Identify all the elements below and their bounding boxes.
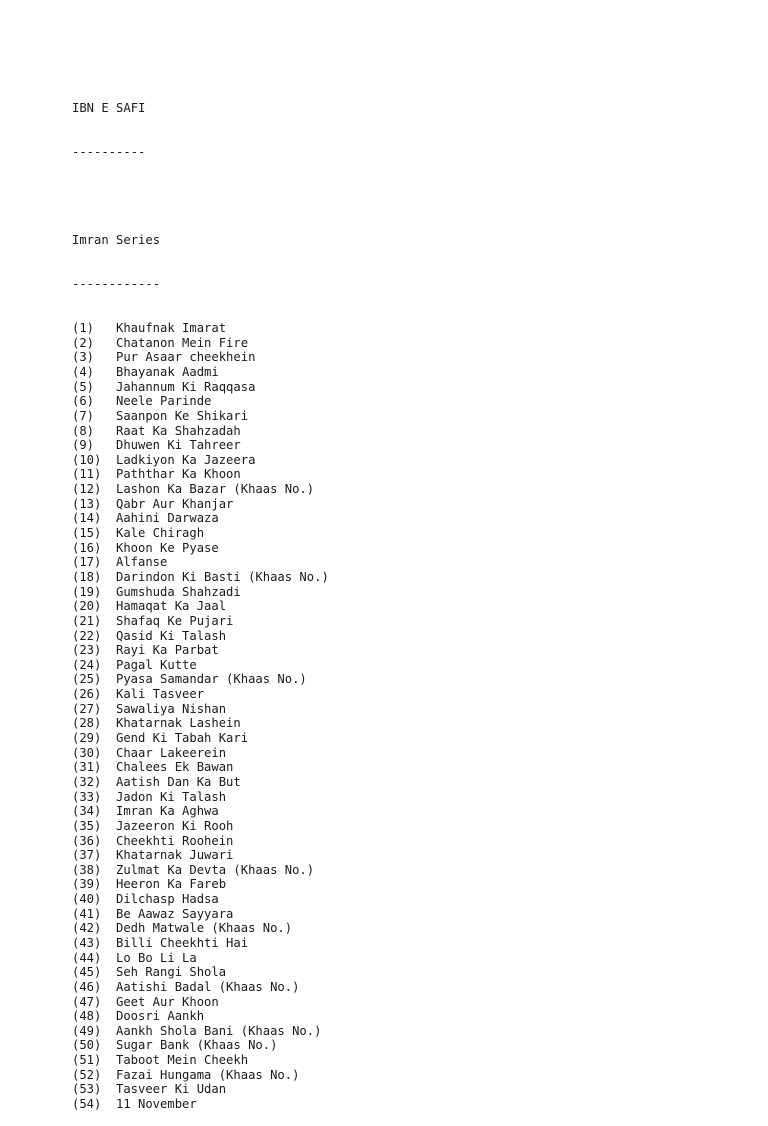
list-item-title: Neele Parinde	[116, 394, 212, 409]
list-item-title: Jahannum Ki Raqqasa	[116, 379, 256, 394]
list-item-title: Chatanon Mein Fire	[116, 335, 249, 350]
list-item-number: (5)	[72, 379, 95, 394]
list-item-title: Be Aawaz Sayyara	[116, 906, 234, 921]
list-item	[72, 541, 329, 556]
list-item	[72, 1053, 329, 1068]
author-underline: ----------	[72, 145, 146, 160]
list-item-title: Seh Rangi Shola	[116, 965, 227, 980]
list-item-title: Ladkiyon Ka Jazeera	[116, 452, 256, 467]
list-item-number: (44)	[72, 950, 102, 965]
list-item-number: (40)	[72, 892, 102, 907]
list-item	[72, 687, 329, 702]
list-item-number: (4)	[72, 365, 95, 379]
document-page	[72, 72, 329, 1126]
list-item	[72, 614, 329, 629]
list-item-number: (39)	[72, 877, 102, 892]
list-item	[72, 995, 329, 1010]
list-item-title: Lashon Ka Bazar (Khaas No.)	[116, 482, 315, 497]
list-item-number: (52)	[72, 1067, 102, 1082]
list-item-title: Jazeeron Ki Rooh	[116, 818, 234, 833]
list-item-title: Imran Ka Aghwa	[116, 804, 219, 819]
list-item	[72, 570, 329, 585]
list-item	[72, 599, 329, 614]
list-item-number: (30)	[72, 745, 102, 760]
list-item-number: (11)	[72, 467, 102, 482]
list-item-title: Raat Ka Shahzadah	[116, 423, 241, 438]
list-item	[72, 804, 329, 819]
list-item	[72, 775, 329, 790]
list-item-number: (46)	[72, 979, 102, 994]
list-item	[72, 409, 329, 424]
list-item-title: Taboot Mein Cheekh	[116, 1053, 249, 1068]
list-item-title: Paththar Ka Khoon	[116, 467, 241, 482]
list-item-title: Dilchasp Hadsa	[116, 892, 219, 907]
list-item-number: (27)	[72, 701, 102, 716]
list-item	[72, 921, 329, 936]
list-item-number: (3)	[72, 350, 95, 365]
list-item	[72, 746, 329, 761]
list-item-title: Jadon Ki Talash	[116, 789, 227, 804]
list-item	[72, 1009, 329, 1024]
list-item	[72, 1038, 329, 1053]
list-item-number: (20)	[72, 599, 102, 614]
list-item-number: (48)	[72, 1009, 102, 1024]
list-item	[72, 336, 329, 351]
list-item-number: (31)	[72, 760, 102, 775]
list-item-number: (47)	[72, 994, 102, 1009]
list-item	[72, 1097, 329, 1112]
list-item	[72, 643, 329, 658]
list-item-number: (9)	[72, 438, 95, 453]
list-item-title: Pagal Kutte	[116, 657, 197, 672]
list-item-number: (34)	[72, 804, 102, 819]
list-item-title: Gend Ki Tabah Kari	[116, 731, 249, 746]
list-item	[72, 380, 329, 395]
list-item	[72, 1068, 329, 1083]
list-item-title: Shafaq Ke Pujari	[116, 613, 234, 628]
series-heading: Imran Series	[72, 233, 161, 248]
list-item-number: (15)	[72, 526, 102, 541]
list-item-number: (12)	[72, 482, 102, 497]
list-item-title: Aatishi Badal (Khaas No.)	[116, 979, 300, 994]
list-item-title: Qabr Aur Khanjar	[116, 496, 234, 511]
list-item-title: Bhayanak Aadmi	[116, 365, 219, 379]
list-item-number: (25)	[72, 672, 102, 687]
list-item	[72, 672, 329, 687]
list-item	[72, 1024, 329, 1039]
series-underline: ------------	[72, 277, 161, 292]
list-item-number: (19)	[72, 584, 102, 599]
list-item-title: Billi Cheekhti Hai	[116, 935, 249, 950]
list-item-number: (42)	[72, 921, 102, 936]
list-item-number: (10)	[72, 452, 102, 467]
list-item	[72, 467, 329, 482]
list-item-number: (7)	[72, 408, 95, 423]
list-item	[72, 585, 329, 600]
list-item	[72, 497, 329, 512]
list-item-title: Dedh Matwale (Khaas No.)	[116, 921, 293, 936]
list-item-number: (41)	[72, 906, 102, 921]
list-item-title: Qasid Ki Talash	[116, 628, 227, 643]
list-item-number: (32)	[72, 774, 102, 789]
list-item	[72, 555, 329, 570]
list-item-title: Chalees Ek Bawan	[116, 760, 234, 775]
list-item-number: (16)	[72, 540, 102, 555]
list-item-number: (24)	[72, 657, 102, 672]
blank-line	[72, 189, 329, 204]
list-item-title: Aankh Shola Bani (Khaas No.)	[116, 1023, 322, 1038]
list-item	[72, 907, 329, 922]
list-item-title: Kali Tasveer	[116, 687, 205, 702]
list-item-title: Darindon Ki Basti (Khaas No.)	[116, 569, 329, 584]
list-item-title: Rayi Ka Parbat	[116, 643, 219, 658]
list-item-title: Khatarnak Juwari	[116, 848, 234, 863]
list-item-title: Tasveer Ki Udan	[116, 1082, 227, 1097]
list-item-number: (37)	[72, 848, 102, 863]
list-item-title: Sawaliya Nishan	[116, 701, 227, 716]
list-item	[72, 424, 329, 439]
list-item	[72, 834, 329, 849]
list-item-number: (13)	[72, 496, 102, 511]
list-item-title: Doosri Aankh	[116, 1009, 205, 1024]
list-item	[72, 760, 329, 775]
list-item-number: (49)	[72, 1023, 102, 1038]
list-item	[72, 951, 329, 966]
list-item	[72, 511, 329, 526]
list-item-number: (38)	[72, 862, 102, 877]
list-item-title: Fazai Hungama (Khaas No.)	[116, 1067, 300, 1082]
list-item-number: (54)	[72, 1097, 102, 1112]
list-item	[72, 394, 329, 409]
list-item-title: Aatish Dan Ka But	[116, 774, 241, 789]
list-item	[72, 365, 329, 380]
list-item-title: Khoon Ke Pyase	[116, 540, 219, 555]
list-item-title: Hamaqat Ka Jaal	[116, 599, 227, 614]
list-item-title: Kale Chiragh	[116, 526, 205, 541]
list-item	[72, 980, 329, 995]
list-item-number: (33)	[72, 789, 102, 804]
list-item	[72, 658, 329, 673]
list-item-number: (50)	[72, 1038, 102, 1053]
list-item	[72, 1082, 329, 1097]
list-item-number: (14)	[72, 511, 102, 526]
list-item-number: (29)	[72, 731, 102, 746]
list-item-title: Heeron Ka Fareb	[116, 877, 227, 892]
list-item	[72, 482, 329, 497]
list-item-number: (23)	[72, 643, 102, 658]
list-item	[72, 936, 329, 951]
list-item-number: (43)	[72, 935, 102, 950]
list-item-title: Khaufnak Imarat	[116, 321, 227, 336]
list-item-title: Saanpon Ke Shikari	[116, 408, 249, 423]
list-item-title: Alfanse	[116, 555, 168, 570]
list-item-number: (53)	[72, 1082, 102, 1097]
list-item-title: Khatarnak Lashein	[116, 716, 241, 731]
list-item-title: Zulmat Ka Devta (Khaas No.)	[116, 862, 315, 877]
list-item-number: (36)	[72, 833, 102, 848]
list-item-number: (1)	[72, 321, 95, 336]
list-item-title: Lo Bo Li La	[116, 950, 197, 965]
list-item-number: (17)	[72, 555, 102, 570]
list-item-title: Cheekhti Roohein	[116, 833, 234, 848]
list-item	[72, 716, 329, 731]
list-item-number: (8)	[72, 423, 95, 438]
list-item-title: 11 November	[116, 1097, 197, 1112]
list-item-number: (21)	[72, 613, 102, 628]
list-item	[72, 819, 329, 834]
list-item-title: Chaar Lakeerein	[116, 745, 227, 760]
list-item-title: Pyasa Samandar (Khaas No.)	[116, 672, 307, 687]
list-item-number: (26)	[72, 687, 102, 702]
list-item-title: Pur Asaar cheekhein	[116, 350, 256, 365]
list-item-number: (18)	[72, 569, 102, 584]
list-item	[72, 629, 329, 644]
list-item	[72, 731, 329, 746]
list-item-title: Dhuwen Ki Tahreer	[116, 438, 241, 453]
list-item	[72, 892, 329, 907]
list-item-number: (6)	[72, 394, 95, 409]
list-item	[72, 863, 329, 878]
list-item-number: (28)	[72, 716, 102, 731]
list-item	[72, 453, 329, 468]
list-item	[72, 321, 329, 336]
list-item-number: (45)	[72, 965, 102, 980]
list-item	[72, 790, 329, 805]
list-item-title: Geet Aur Khoon	[116, 994, 219, 1009]
list-item	[72, 965, 329, 980]
list-item-title: Gumshuda Shahzadi	[116, 584, 241, 599]
author-heading: IBN E SAFI	[72, 101, 146, 116]
entry-list	[72, 321, 329, 1112]
list-item	[72, 848, 329, 863]
list-item-title: Sugar Bank (Khaas No.)	[116, 1038, 278, 1053]
list-item-number: (35)	[72, 818, 102, 833]
list-item	[72, 350, 329, 365]
list-item	[72, 438, 329, 453]
list-item-number: (51)	[72, 1053, 102, 1068]
list-item	[72, 526, 329, 541]
list-item-number: (2)	[72, 335, 95, 350]
list-item	[72, 877, 329, 892]
list-item-number: (22)	[72, 628, 102, 643]
list-item	[72, 702, 329, 717]
list-item-title: Aahini Darwaza	[116, 511, 219, 526]
